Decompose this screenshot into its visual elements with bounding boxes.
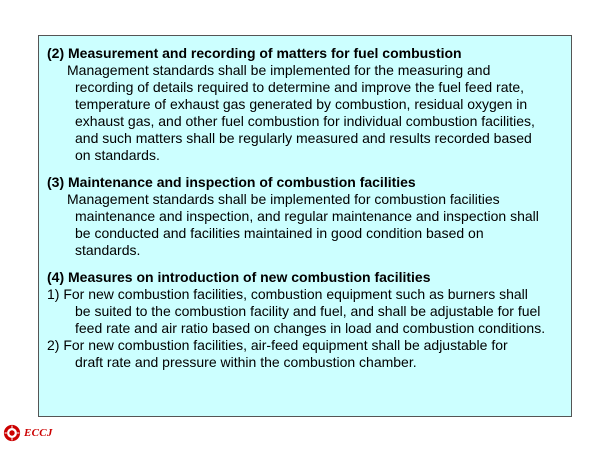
paragraph-line: 1) For new combustion facilities, combustion equipment such as burners shall [47, 286, 528, 302]
eccj-logo-icon [3, 424, 21, 442]
numbered-item-2 [47, 337, 565, 371]
section-maintenance-inspection [47, 174, 565, 259]
eccj-logo [3, 424, 53, 442]
section-paragraph [47, 62, 565, 164]
paragraph-line: temperature of exhaust gas generated by combustion, residual oxygen in [75, 96, 528, 112]
paragraph-line: Management standards shall be implemented for the measuring and [67, 62, 491, 78]
section-heading: (2) Measurement and recording of matters for fuel combustion [47, 45, 462, 61]
paragraph-line: standards. [75, 242, 141, 258]
logo-text: ECCJ [24, 427, 53, 439]
section-heading: (4) Measures on introduction of new combustion facilities [47, 269, 431, 285]
paragraph-line: Management standards shall be implemented for combustion facilities [67, 191, 500, 207]
numbered-item-1 [47, 286, 565, 337]
paragraph-line: on standards. [75, 147, 160, 163]
paragraph-line: maintenance and inspection, and regular maintenance and inspection shall [75, 208, 539, 224]
paragraph-line: 2) For new combustion facilities, air-feed equipment shall be adjustable for [47, 337, 508, 353]
section-heading: (3) Maintenance and inspection of combustion facilities [47, 174, 416, 190]
content-box [38, 35, 572, 417]
paragraph-line: be conducted and facilities maintained in good condition based on [75, 225, 484, 241]
section-paragraph [47, 191, 565, 259]
section-fuel-combustion-measurement [47, 45, 565, 164]
paragraph-line: recording of details required to determine and improve the fuel feed rate, [75, 79, 525, 95]
section-new-combustion-facilities [47, 269, 565, 371]
paragraph-line: exhaust gas, and other fuel combustion for individual combustion facilities, [75, 113, 535, 129]
paragraph-line: be suited to the combustion facility and fuel, and shall be adjustable for fuel [75, 303, 541, 319]
paragraph-line: draft rate and pressure within the combustion chamber. [75, 354, 417, 370]
paragraph-line: feed rate and air ratio based on changes in load and combustion conditions. [75, 320, 546, 336]
paragraph-line: and such matters shall be regularly measured and results recorded based [75, 130, 532, 146]
